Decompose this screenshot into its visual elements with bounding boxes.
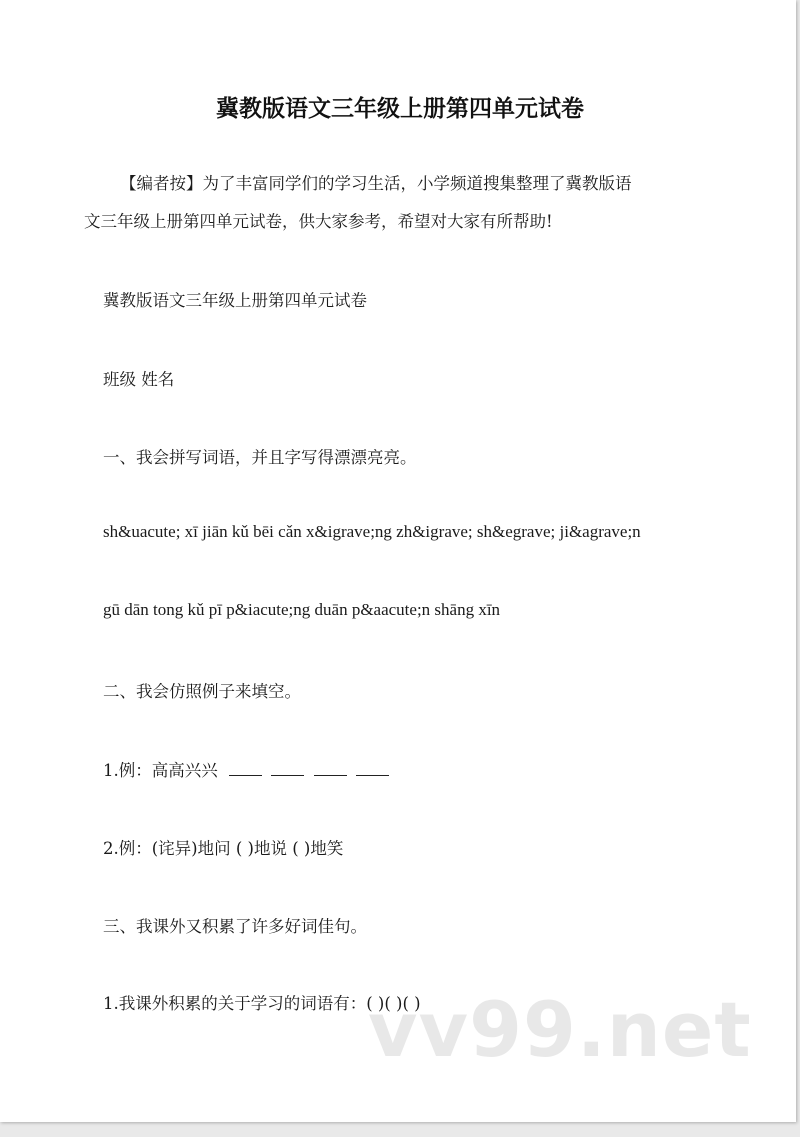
intro-line-1: 【编者按】为了丰富同学们的学习生活，小学频道搜集整理了冀教版语 <box>120 174 632 193</box>
answer-blank <box>314 760 347 776</box>
example-1-text: 1.例：高高兴兴 <box>103 761 218 780</box>
example-2-line: 2.例：(诧异)地问 ( )地说 ( )地笑 <box>103 839 344 858</box>
pinyin-line-2: gū dān tong kǔ pī p&iacute;ng duān p&aacute;n shāng xīn <box>103 600 501 619</box>
class-name-line: 班级 姓名 <box>103 370 175 389</box>
section-2-heading: 二、我会仿照例子来填空。 <box>103 682 301 701</box>
answer-blank <box>356 760 389 776</box>
section-3-heading: 三、我课外又积累了许多好词佳句。 <box>103 917 367 936</box>
watermark: vv99.net <box>368 985 752 1074</box>
question-1-line: 1.我课外积累的关于学习的词语有：( )( )( ) <box>103 994 421 1013</box>
section-1-heading: 一、我会拼写词语，并且字写得漂漂亮亮。 <box>103 448 417 467</box>
answer-blank <box>271 760 304 776</box>
answer-blanks <box>229 760 393 780</box>
exam-subtitle: 冀教版语文三年级上册第四单元试卷 <box>103 291 367 310</box>
answer-blank <box>229 760 262 776</box>
pinyin-line-1: sh&uacute; xī jiān kǔ bēi cǎn x&igrave;ng zh&igrave; sh&egrave; ji&agrave;n <box>103 522 641 541</box>
document-title: 冀教版语文三年级上册第四单元试卷 <box>216 96 584 122</box>
example-1-line <box>103 757 393 781</box>
intro-line-2: 文三年级上册第四单元试卷，供大家参考，希望对大家有所帮助! <box>84 212 553 231</box>
